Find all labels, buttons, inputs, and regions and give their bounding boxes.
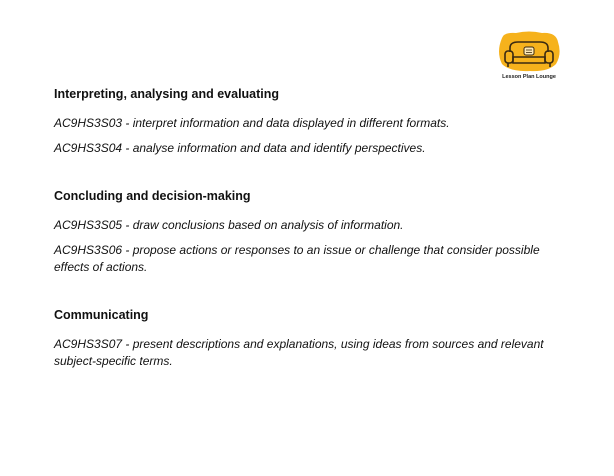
outcome-item: AC9HS3S04 - analyse information and data and identify perspectives.: [54, 141, 426, 155]
section-interpreting: [54, 86, 574, 165]
outcome-item: AC9HS3S07 - present descriptions and explanations, using ideas from sources and relevant subject-specific terms.: [54, 337, 544, 368]
outcome-item: AC9HS3S03 - interpret information and data displayed in different formats.: [54, 116, 450, 130]
section-heading: Interpreting, analysing and evaluating: [54, 87, 280, 101]
sofa-icon: [494, 30, 564, 74]
outcome-item: AC9HS3S06 - propose actions or responses to an issue or challenge that consider possible effects of actions.: [54, 243, 540, 274]
section-communicating: [54, 307, 574, 378]
section-heading: Concluding and decision-making: [54, 189, 251, 203]
section-concluding: [54, 188, 574, 284]
logo-text: Lesson Plan Lounge: [502, 74, 556, 80]
lesson-plan-lounge-logo: [494, 30, 564, 86]
outcome-item: AC9HS3S05 - draw conclusions based on analysis of information.: [54, 218, 404, 232]
section-heading: Communicating: [54, 308, 149, 322]
